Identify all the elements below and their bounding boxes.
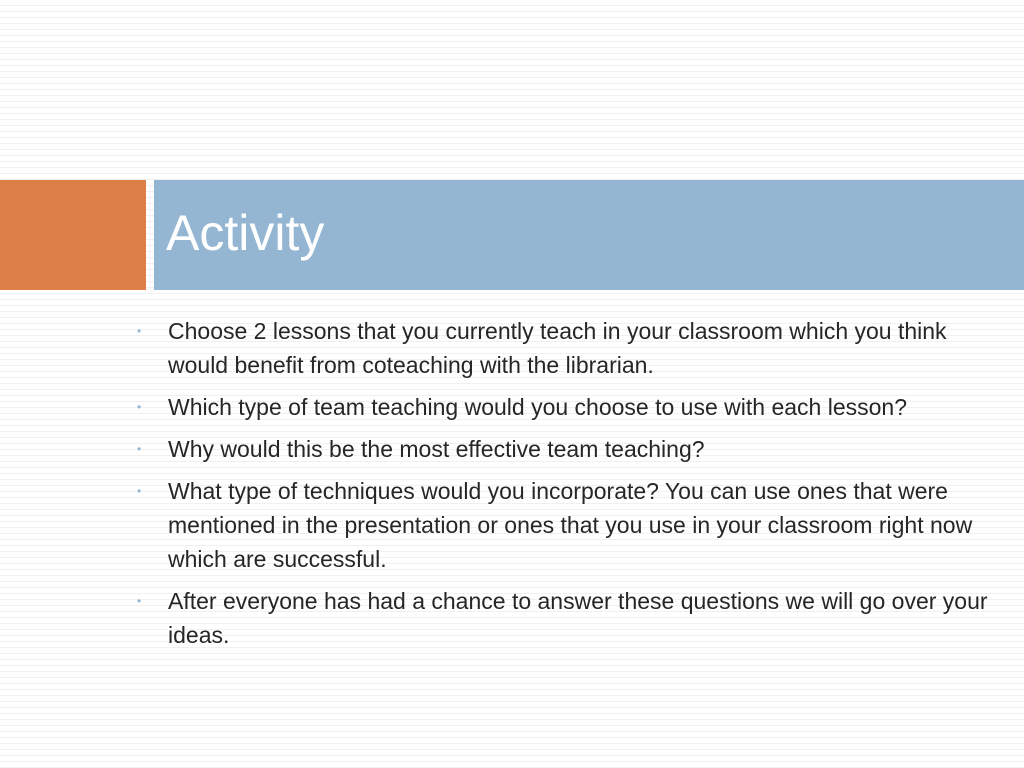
bullet-marker: • (137, 484, 142, 498)
bullet-marker: • (137, 400, 142, 414)
bullet-item (133, 314, 993, 382)
bullet-marker: • (137, 594, 142, 608)
bullet-marker: • (137, 442, 142, 456)
slide-title: Activity (166, 205, 325, 261)
bullet-text: After everyone has had a chance to answer these questions we will go over your ideas. (168, 588, 988, 648)
bullet-text: Why would this be the most effective team teaching? (168, 436, 705, 462)
bullet-item (133, 390, 993, 424)
bullet-item (133, 432, 993, 466)
bullet-marker: • (137, 324, 142, 338)
bullet-item (133, 474, 993, 576)
bullet-text: Which type of team teaching would you choose to use with each lesson? (168, 394, 907, 420)
bullet-item (133, 584, 993, 652)
bullet-text: What type of techniques would you incorporate? You can use ones that were mentioned in the presentation or ones that you use in your classroom right now which are successful. (168, 478, 973, 572)
bullet-text: Choose 2 lessons that you currently teach in your classroom which you think would benefit from coteaching with the librarian. (168, 318, 947, 378)
title-band (154, 180, 1024, 290)
bullet-list (133, 314, 993, 660)
accent-block (0, 180, 146, 290)
